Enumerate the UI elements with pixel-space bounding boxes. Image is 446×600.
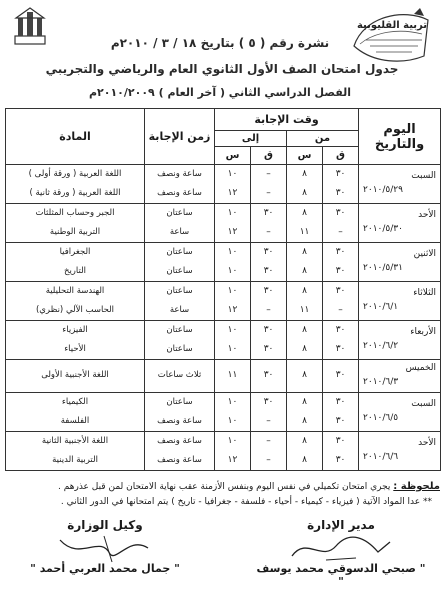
from-minutes-cell bbox=[323, 431, 359, 470]
to-minutes: ٣٠ bbox=[263, 396, 274, 407]
notes-section bbox=[8, 480, 440, 509]
to-minutes: ٣٠ bbox=[263, 247, 274, 257]
table-header-row bbox=[6, 109, 441, 131]
to-hours-cell bbox=[215, 321, 251, 360]
note-text: يجري امتحان تكميلي في نفس اليوم وبنفس الأزمنة عقب نهاية الامتحان لمن قبل عذرهم . bbox=[58, 482, 391, 492]
duration-cell bbox=[145, 431, 215, 470]
table-row bbox=[6, 282, 441, 321]
from-hours-cell bbox=[287, 243, 323, 282]
to-minutes-cell bbox=[251, 243, 287, 282]
table-row bbox=[6, 204, 441, 243]
to-hours: ١٠ bbox=[227, 396, 238, 407]
from-minutes: – bbox=[338, 227, 343, 237]
to-minutes: ٣٠ bbox=[263, 266, 274, 276]
to-hours: ١٠ bbox=[227, 208, 238, 218]
day-name: الأربعاء bbox=[410, 327, 437, 338]
to-hours-cell bbox=[215, 204, 251, 243]
to-minutes: ٣٠ bbox=[263, 286, 274, 296]
to-minutes: ٣٠ bbox=[263, 344, 274, 354]
from-hours: ١١ bbox=[299, 227, 310, 237]
subject-cell bbox=[6, 165, 145, 204]
from-minutes: ٣٠ bbox=[335, 325, 346, 335]
note-first bbox=[8, 480, 440, 494]
day-date-cell bbox=[359, 392, 441, 431]
duration-cell bbox=[145, 282, 215, 321]
day-date-cell bbox=[359, 165, 441, 204]
from-hours: ١١ bbox=[299, 305, 310, 315]
day-date-cell bbox=[359, 204, 441, 243]
from-minutes: ٣٠ bbox=[335, 454, 346, 465]
subject: اللغة العربية ( ورقة أولى ) bbox=[28, 169, 122, 179]
subject: الأحياء bbox=[64, 344, 86, 354]
signature-title: مدير الإدارة bbox=[307, 518, 375, 532]
table-row bbox=[6, 360, 441, 393]
term-subtitle: الفصل الدراسي الثاني ( آخر العام ) ٢٠١٠/٢٠٠٩م bbox=[88, 86, 352, 99]
subject: الكيمياء bbox=[61, 396, 89, 407]
from-minutes-cell bbox=[323, 360, 359, 393]
to-hours: ١٠ bbox=[227, 169, 238, 179]
table-row bbox=[6, 165, 441, 204]
to-minutes: ٣٠ bbox=[263, 208, 274, 218]
from-hours-cell bbox=[287, 360, 323, 393]
from-minutes-cell bbox=[323, 165, 359, 204]
exam-date: ٢٠١٠/٦/٦ bbox=[363, 451, 399, 462]
from-hours-cell bbox=[287, 165, 323, 204]
day-name: الأحد bbox=[418, 437, 437, 448]
exam-date: ٢٠١٠/٦/١ bbox=[363, 302, 399, 312]
to-hours: ١٠ bbox=[227, 415, 238, 426]
to-hours-cell bbox=[215, 165, 251, 204]
from-hours-cell bbox=[287, 204, 323, 243]
from-hours: ٨ bbox=[302, 325, 307, 335]
exam-date: ٢٠١٠/٥/٣٠ bbox=[363, 224, 403, 234]
day-date-cell bbox=[359, 243, 441, 282]
to-hours-cell bbox=[215, 392, 251, 431]
header-answer-time: وقت الإجابة bbox=[215, 109, 359, 131]
to-minutes: – bbox=[266, 188, 271, 198]
to-minutes: ٣٠ bbox=[263, 325, 274, 335]
from-minutes: ٣٠ bbox=[335, 435, 346, 446]
from-minutes-cell bbox=[323, 243, 359, 282]
to-minutes: – bbox=[266, 435, 271, 446]
to-minutes: – bbox=[266, 305, 271, 315]
duration: ساعتان bbox=[166, 286, 193, 296]
day-date-cell bbox=[359, 321, 441, 360]
exam-schedule-table bbox=[5, 108, 441, 471]
subject-cell bbox=[6, 360, 145, 393]
day-date-cell bbox=[359, 431, 441, 470]
subject-cell bbox=[6, 431, 145, 470]
duration: ساعة ونصف bbox=[157, 188, 202, 198]
subject: التربية الوطنية bbox=[49, 227, 101, 237]
schedule-body bbox=[6, 165, 441, 471]
header-duration: زمن الإجابة bbox=[145, 109, 215, 165]
from-hours: ٨ bbox=[302, 169, 307, 179]
duration: ساعة ونصف bbox=[157, 454, 202, 465]
from-minutes: ٣٠ bbox=[335, 286, 346, 296]
from-minutes-cell bbox=[323, 204, 359, 243]
from-minutes: ٣٠ bbox=[335, 208, 346, 218]
subject: التربية الدينية bbox=[52, 454, 98, 465]
from-minutes: ٣٠ bbox=[335, 266, 346, 276]
from-minutes: ٣٠ bbox=[335, 188, 346, 198]
to-minutes: – bbox=[266, 169, 271, 179]
signature-name: " صبحي الدسوقي محمد يوسف " bbox=[256, 562, 426, 588]
subject: الحاسب الآلي (نظري) bbox=[35, 305, 115, 315]
duration-cell bbox=[145, 321, 215, 360]
from-minutes: ٣٠ bbox=[335, 396, 346, 407]
from-minutes: ٣٠ bbox=[335, 169, 346, 179]
subject-cell bbox=[6, 282, 145, 321]
duration: ساعتان bbox=[166, 208, 193, 218]
to-hours: ١٢ bbox=[227, 227, 238, 237]
from-hours: ٨ bbox=[302, 286, 307, 296]
from-hours: ٨ bbox=[302, 396, 307, 407]
exam-date: ٢٠١٠/٥/٣١ bbox=[363, 263, 403, 273]
subject: اللغة العربية ( ورقة ثانية ) bbox=[29, 188, 121, 198]
subject: اللغة الأجنبية الأولى bbox=[41, 370, 109, 381]
subject-cell bbox=[6, 321, 145, 360]
signature-name: " جمال محمد العربي أحمد " bbox=[30, 562, 180, 575]
subject: الهندسة التحليلية bbox=[45, 286, 105, 296]
to-hours: ١٠ bbox=[227, 286, 238, 296]
day-name: الاثنين bbox=[413, 249, 437, 260]
from-hours: ٨ bbox=[302, 247, 307, 257]
subject: التاريخ bbox=[63, 266, 87, 276]
to-hours: ١٠ bbox=[227, 344, 238, 354]
duration: ساعتان bbox=[166, 247, 193, 257]
duration-cell bbox=[145, 165, 215, 204]
duration-cell bbox=[145, 360, 215, 393]
table-row bbox=[6, 431, 441, 470]
to-hours: ١٠ bbox=[227, 435, 238, 446]
header-to-hours: س bbox=[215, 147, 251, 165]
header-from-minutes: ق bbox=[323, 147, 359, 165]
subject-cell bbox=[6, 392, 145, 431]
exam-date: ٢٠١٠/٦/٥ bbox=[363, 412, 399, 423]
bulletin-number: نشرة رقم ( ٥ ) بتاريخ ١٨ / ٣ / ٢٠١٠م bbox=[110, 36, 330, 50]
from-minutes-cell bbox=[323, 321, 359, 360]
to-hours: ١٠ bbox=[227, 266, 238, 276]
from-minutes: ٣٠ bbox=[335, 344, 346, 354]
from-minutes: ٣٠ bbox=[335, 415, 346, 426]
duration: ساعتان bbox=[166, 266, 193, 276]
to-hours-cell bbox=[215, 243, 251, 282]
to-minutes: – bbox=[266, 454, 271, 465]
header-from-hours: س bbox=[287, 147, 323, 165]
to-hours: ١١ bbox=[227, 370, 238, 381]
subject: الفلسفة bbox=[60, 415, 90, 426]
duration-cell bbox=[145, 392, 215, 431]
day-name: السبت bbox=[411, 171, 437, 182]
signature-scribble-icon bbox=[50, 532, 160, 564]
table-row bbox=[6, 321, 441, 360]
to-hours: ١٢ bbox=[227, 188, 238, 198]
exam-date: ٢٠١٠/٦/٣ bbox=[363, 376, 399, 387]
day-date-cell bbox=[359, 282, 441, 321]
header-to-minutes: ق bbox=[251, 147, 287, 165]
subject-cell bbox=[6, 204, 145, 243]
from-hours: ٨ bbox=[302, 208, 307, 218]
exam-date: ٢٠١٠/٥/٢٩ bbox=[363, 185, 403, 195]
note-second: ** عدا المواد الآتية ( فيزياء - كيمياء - أحياء - فلسفة - جغرافيا - تاريخ ) يتم امتحانها في الدور الثاني . bbox=[60, 497, 432, 507]
from-hours: ٨ bbox=[302, 344, 307, 354]
subject: الجغرافيا bbox=[59, 247, 91, 257]
day-date-cell bbox=[359, 360, 441, 393]
day-name: السبت bbox=[411, 398, 437, 409]
to-minutes-cell bbox=[251, 392, 287, 431]
duration: ثلاث ساعات bbox=[157, 370, 202, 381]
ministry-emblem-icon bbox=[12, 6, 48, 46]
schedule-title: جدول امتحان الصف الأول الثانوي العام والرياضي والتجريبي bbox=[45, 62, 399, 76]
header-to: إلى bbox=[215, 131, 287, 147]
to-minutes: – bbox=[266, 227, 271, 237]
from-hours: ٨ bbox=[302, 266, 307, 276]
day-name: الخميس bbox=[405, 363, 437, 373]
from-minutes: – bbox=[338, 305, 343, 315]
to-minutes: – bbox=[266, 415, 271, 426]
duration: ساعة ونصف bbox=[157, 169, 202, 179]
to-hours: ١٢ bbox=[227, 454, 238, 465]
logo-text: تربية القليوبية bbox=[356, 20, 428, 31]
from-hours: ٨ bbox=[302, 415, 307, 426]
to-minutes-cell bbox=[251, 204, 287, 243]
to-minutes-cell bbox=[251, 282, 287, 321]
duration-cell bbox=[145, 204, 215, 243]
duration: ساعتان bbox=[166, 325, 193, 335]
signature-director bbox=[256, 518, 426, 588]
signature-scribble-icon bbox=[286, 532, 396, 564]
from-minutes-cell bbox=[323, 282, 359, 321]
header-subject: المادة bbox=[6, 109, 145, 165]
to-hours-cell bbox=[215, 282, 251, 321]
day-name: الثلاثاء bbox=[413, 288, 437, 299]
duration: ساعة bbox=[169, 227, 190, 237]
from-minutes-cell bbox=[323, 392, 359, 431]
to-minutes-cell bbox=[251, 165, 287, 204]
exam-date: ٢٠١٠/٦/٢ bbox=[363, 341, 399, 351]
subject: الفيزياء bbox=[62, 325, 88, 335]
from-minutes: ٣٠ bbox=[335, 370, 346, 381]
to-hours: ١٠ bbox=[227, 247, 238, 257]
duration: ساعتان bbox=[166, 344, 193, 354]
from-hours-cell bbox=[287, 282, 323, 321]
duration: ساعة bbox=[169, 305, 190, 315]
day-name: الأحد bbox=[418, 210, 437, 221]
to-hours-cell bbox=[215, 431, 251, 470]
to-minutes-cell bbox=[251, 360, 287, 393]
table-row bbox=[6, 243, 441, 282]
from-hours: ٨ bbox=[302, 435, 307, 446]
from-hours: ٨ bbox=[302, 454, 307, 465]
from-minutes: ٣٠ bbox=[335, 247, 346, 257]
table-row bbox=[6, 392, 441, 431]
subject: الجبر وحساب المثلثات bbox=[35, 208, 115, 218]
note-label: ملحوظة : bbox=[393, 481, 440, 492]
header-day-date: اليوم والتاريخ bbox=[359, 109, 441, 165]
from-hours: ٨ bbox=[302, 188, 307, 198]
signature-title: وكيل الوزارة bbox=[67, 518, 143, 532]
header-from: من bbox=[287, 131, 359, 147]
from-hours-cell bbox=[287, 392, 323, 431]
duration: ساعة ونصف bbox=[157, 415, 202, 426]
directorate-logo-icon bbox=[344, 6, 436, 68]
duration: ساعتان bbox=[166, 396, 193, 407]
duration-cell bbox=[145, 243, 215, 282]
to-hours: ١٠ bbox=[227, 325, 238, 335]
subject: اللغة الأجنبية الثانية bbox=[41, 435, 109, 446]
from-hours-cell bbox=[287, 321, 323, 360]
to-minutes: ٣٠ bbox=[263, 370, 274, 381]
from-hours-cell bbox=[287, 431, 323, 470]
signature-undersecretary bbox=[20, 518, 190, 575]
duration: ساعة ونصف bbox=[157, 435, 202, 446]
to-hours-cell bbox=[215, 360, 251, 393]
from-hours: ٨ bbox=[302, 370, 307, 381]
subject-cell bbox=[6, 243, 145, 282]
to-minutes-cell bbox=[251, 321, 287, 360]
to-hours: ١٢ bbox=[227, 305, 238, 315]
to-minutes-cell bbox=[251, 431, 287, 470]
